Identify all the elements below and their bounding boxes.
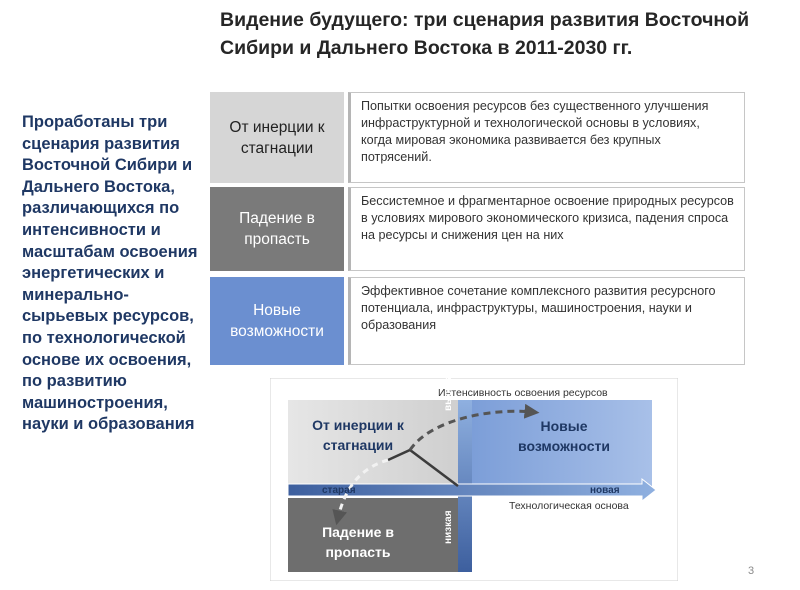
title-line-2: Сибири и Дальнего Востока в 2011-2030 гг. [220, 37, 633, 59]
x-axis-label: Технологическая основа [509, 500, 629, 512]
scenario-description-inertia: Попытки освоения ресурсов без существенного улучшения инфраструктурной и технологической основы в условиях, когда мировая экономика развивается без крупных потрясений. [348, 92, 745, 183]
y-low-label: низкая [443, 510, 454, 544]
slide-title [220, 6, 780, 62]
scenario-description-fall: Бессистемное и фрагментарное освоение природных ресурсов в условиях мирового экономического кризиса, падения спроса на ресурсы и снижения цен на них [348, 187, 745, 271]
scenario-diagram [270, 368, 678, 581]
y-high-label: высокая [443, 368, 454, 411]
quadrant-new-label: Новые возможности [518, 418, 610, 454]
y-axis-label: Интенсивность освоения ресурсов [438, 387, 608, 399]
x-low-label: старая [322, 485, 356, 496]
page-number: 3 [748, 565, 755, 577]
scenario-description-new: Эффективное сочетание комплексного развития ресурсного потенциала, инфраструктуры, машиностроения, науки и образования [348, 277, 745, 365]
scenario-label-new: Новые возможности [210, 277, 344, 365]
summary-text: Проработаны три сценария развития Восточной Сибири и Дальнего Востока, различающихся по интенсивности и масштабам освоения энергетических и минерально-сырьевых ресурсов, по технологической основе их освоения, по развитию машиностроения, науки и образования [22, 113, 198, 434]
scenario-label-inertia: От инерции к стагнации [210, 92, 344, 183]
quadrant-fall-label: Падение в пропасть [322, 524, 394, 560]
x-high-label: новая [590, 485, 620, 496]
scenario-row-new [210, 277, 745, 365]
quadrant-inertia-label: От инерции к стагнации [312, 417, 404, 453]
scenario-row-fall [210, 187, 745, 271]
scenario-label-fall: Падение в пропасть [210, 187, 344, 271]
title-line-1: Видение будущего: три сценария развития Восточной [220, 9, 750, 31]
scenario-row-inertia [210, 92, 745, 183]
